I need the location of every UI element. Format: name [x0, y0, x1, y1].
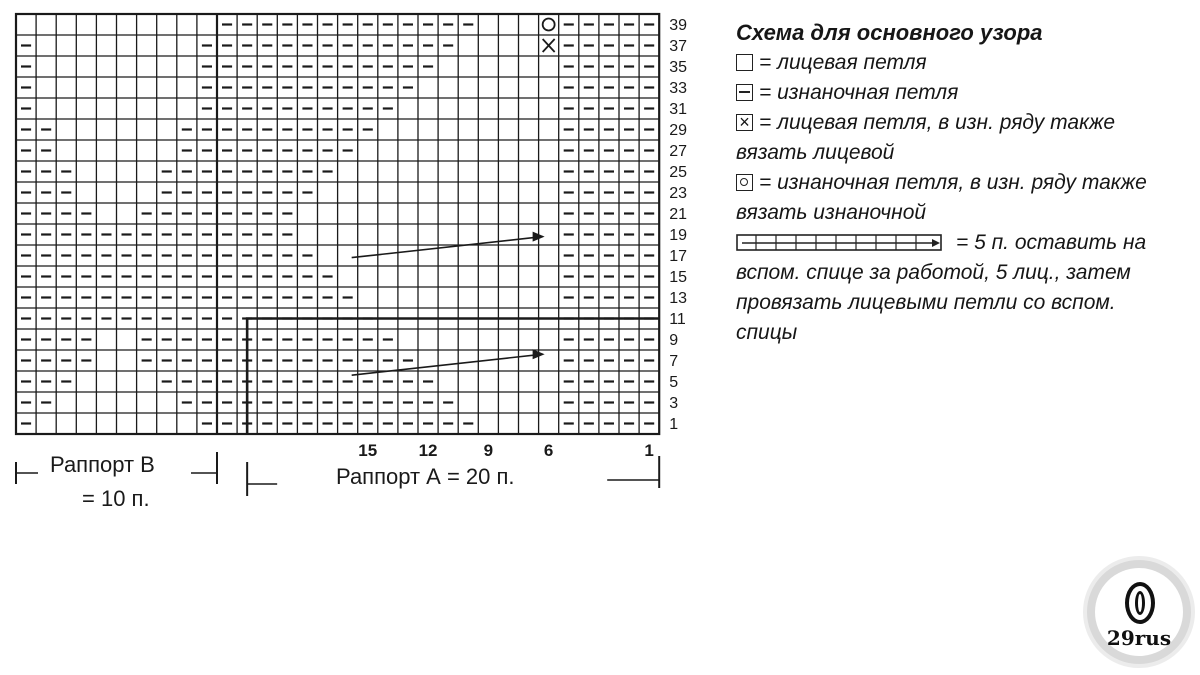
row-number: 5 [669, 374, 679, 391]
legend-knit-text: = лицевая петля [759, 51, 927, 74]
legend-purl [736, 78, 1176, 108]
row-number: 33 [669, 80, 687, 97]
legend-purl-ws-purl [736, 168, 1176, 228]
row-number: 35 [669, 59, 687, 76]
stitch-number: 6 [543, 441, 554, 460]
row-number: 17 [669, 248, 687, 265]
row-number: 23 [669, 185, 687, 202]
circle-square-icon [736, 174, 753, 191]
chart-legend [736, 18, 1176, 348]
blank-square-icon [736, 54, 753, 71]
row-number: 21 [669, 206, 687, 223]
repeat-b-label: Раппорт В [50, 452, 155, 477]
legend-knit-ws-knit-text: = лицевая петля, в изн. ряду также вязать лицевой [736, 111, 1116, 164]
row-numbers [669, 17, 687, 433]
row-number: 29 [669, 122, 687, 139]
row-number: 9 [669, 332, 679, 349]
site-logo [1083, 556, 1195, 668]
dash-square-icon [736, 84, 753, 101]
legend-cable [736, 228, 1176, 348]
ring-icon [1125, 582, 1155, 624]
legend-knit-ws-knit [736, 108, 1176, 168]
logo-text: 29rus [1106, 626, 1172, 650]
row-number: 13 [669, 290, 687, 307]
row-number: 7 [669, 353, 679, 370]
knitting-chart [0, 0, 720, 540]
row-number: 19 [669, 227, 687, 244]
repeat-a-label: Раппорт А = 20 п. [336, 464, 515, 489]
row-number: 39 [669, 17, 687, 34]
legend-knit [736, 48, 1176, 78]
row-number: 27 [669, 143, 687, 160]
row-number: 37 [669, 38, 687, 55]
stitch-number: 15 [358, 441, 378, 460]
row-number: 3 [669, 395, 679, 412]
row-number: 15 [669, 269, 687, 286]
stitch-number: 1 [644, 441, 654, 460]
legend-purl-text: = изнаночная петля [759, 81, 959, 104]
legend-title: Схема для основного узора [736, 20, 1043, 45]
stitch-number: 12 [418, 441, 438, 460]
stitch-number: 9 [483, 441, 494, 460]
cable-arrow-icon [736, 232, 942, 252]
repeat-b-count: = 10 п. [82, 486, 150, 511]
row-number: 1 [669, 416, 679, 433]
legend-purl-ws-purl-text: = изнаночная петля, в изн. ряду также вязать изнаночной [736, 171, 1147, 224]
row-number: 31 [669, 101, 687, 118]
row-number: 11 [669, 311, 686, 328]
cross-square-icon [736, 114, 753, 131]
stitch-numbers [358, 441, 654, 460]
legend-cable-text: = 5 п. оставить на вспом. спице за работой, 5 лиц., затем провязать лицевыми петли со вспом. спицы [736, 231, 1147, 344]
chart-grid [16, 14, 659, 434]
row-number: 25 [669, 164, 687, 181]
